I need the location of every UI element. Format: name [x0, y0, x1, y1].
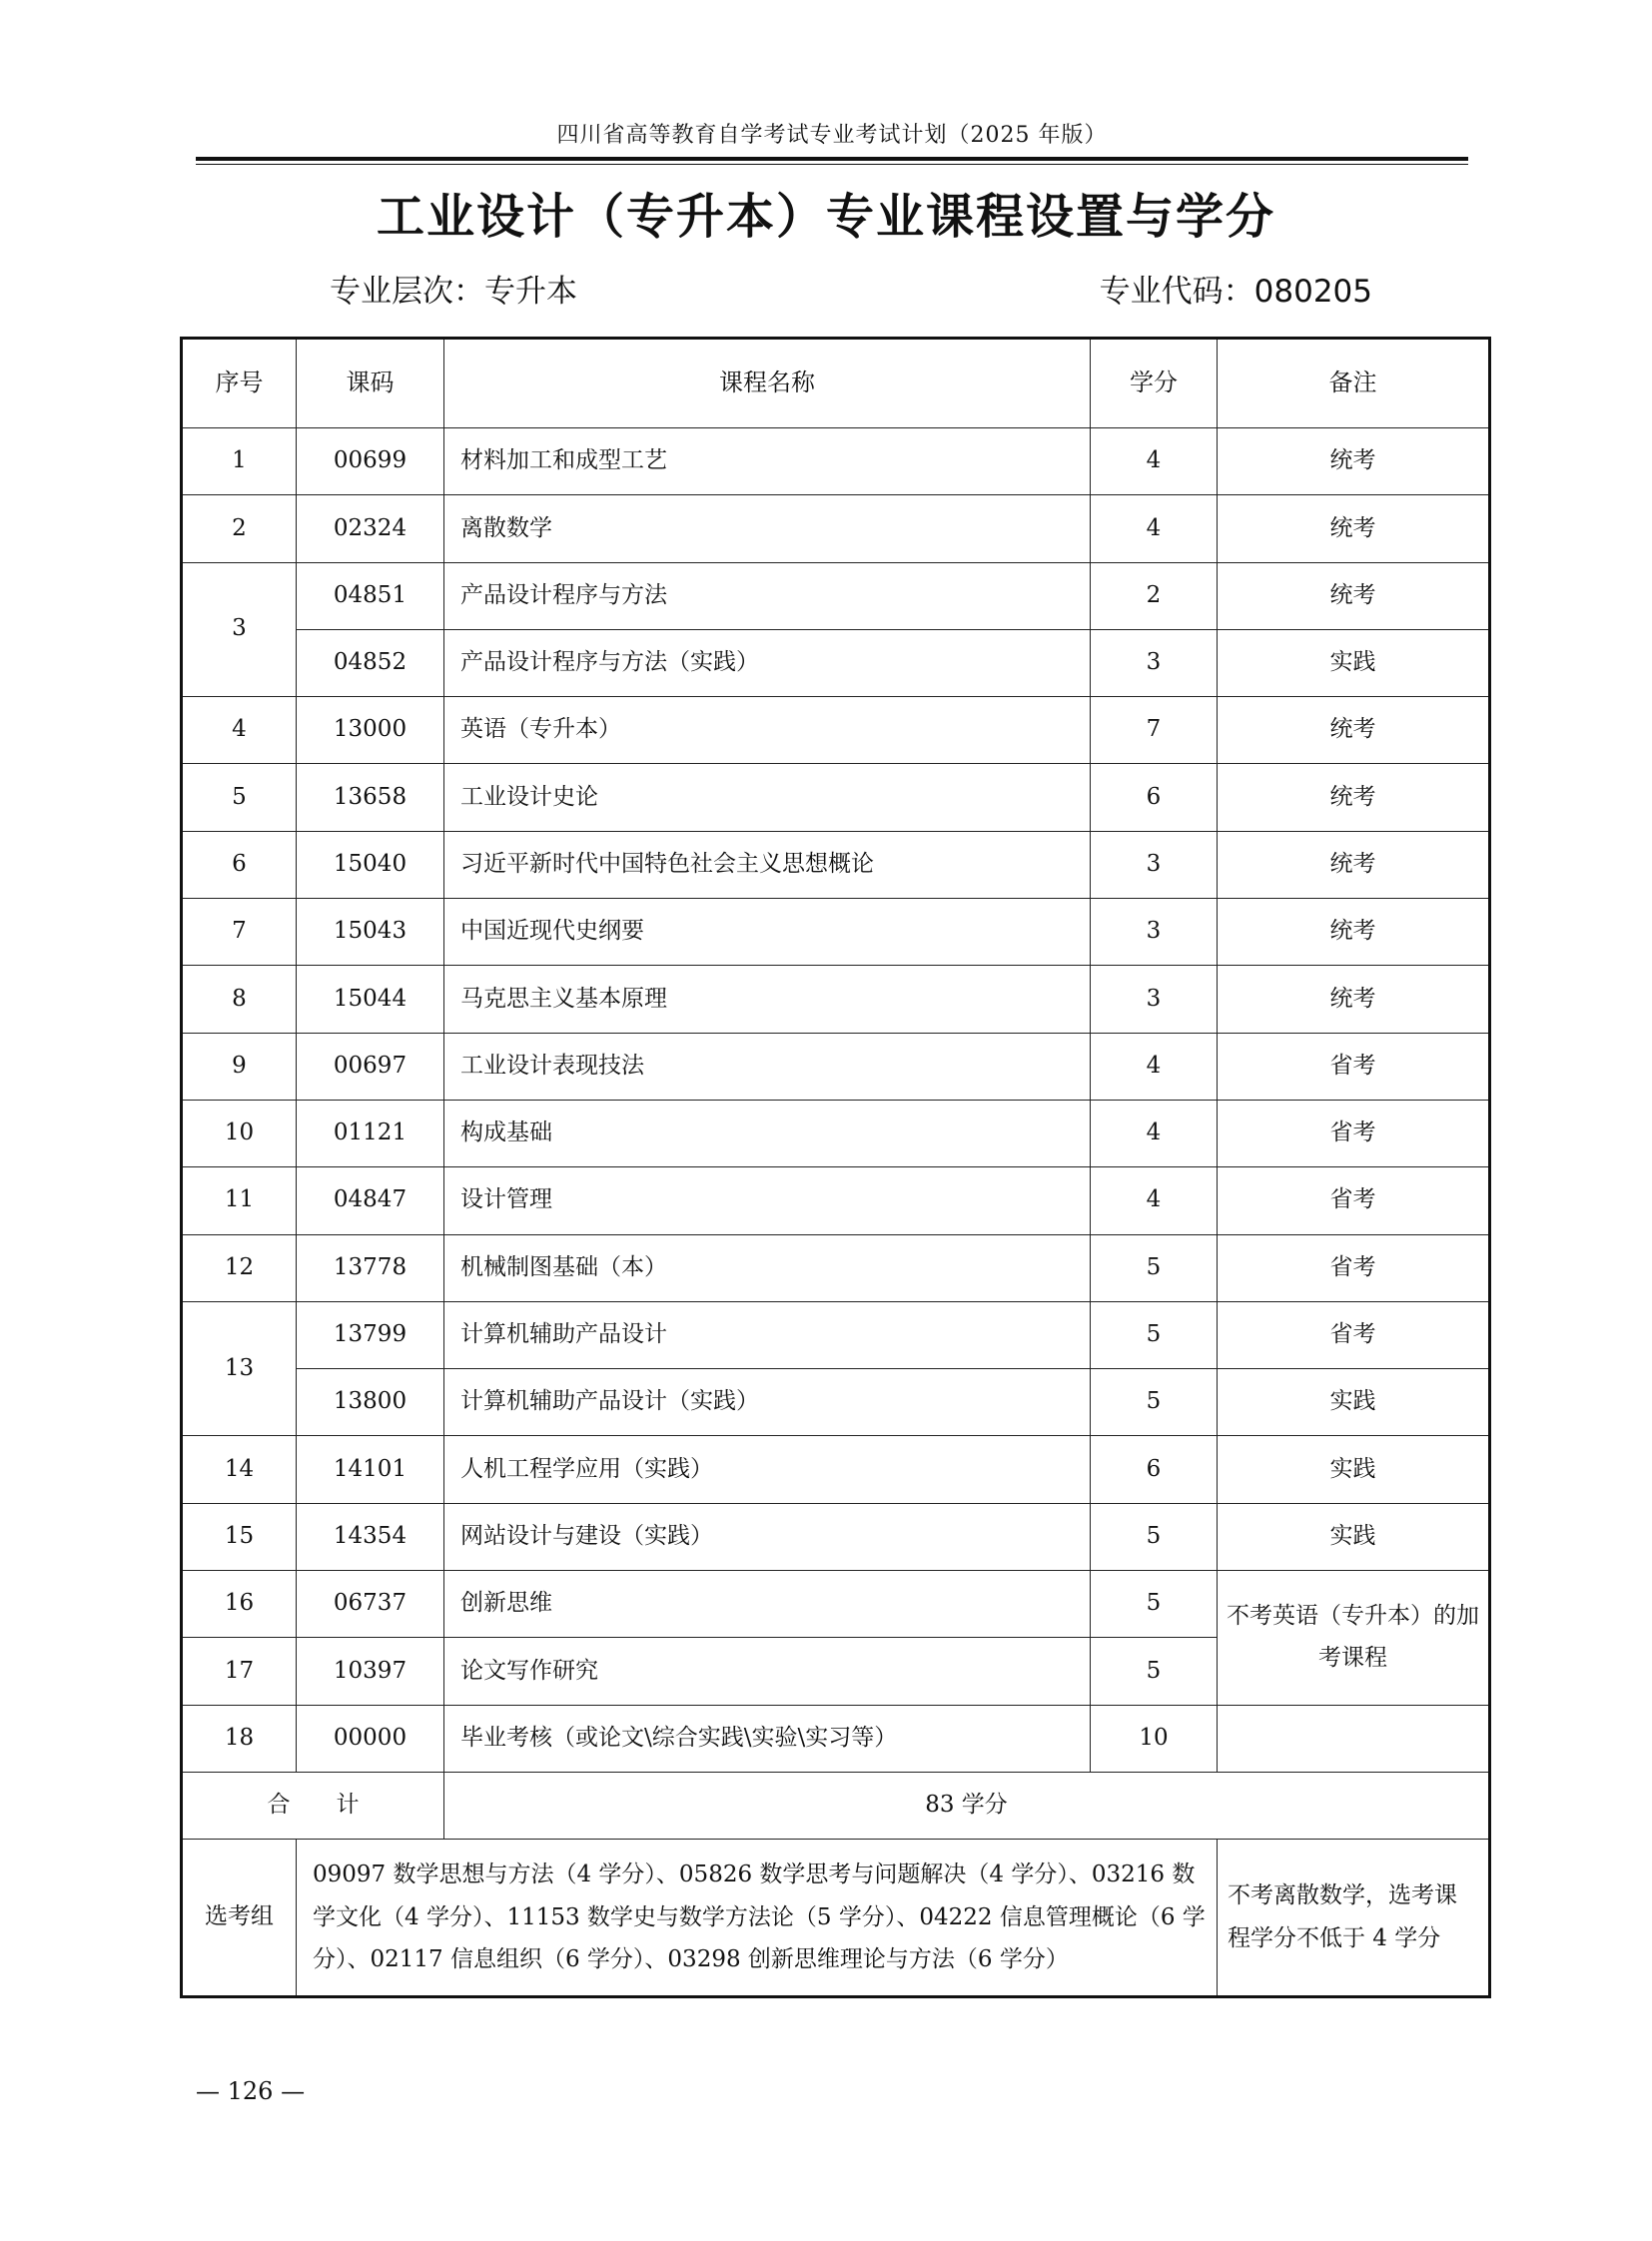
cell-credits: 5: [1091, 1301, 1218, 1368]
cell-credits: 5: [1091, 1234, 1218, 1301]
cell-code: 02324: [297, 495, 444, 562]
cell-note: 省考: [1218, 1033, 1490, 1100]
cell-code: 00697: [297, 1033, 444, 1100]
cell-code: 04851: [297, 562, 444, 629]
cell-note: 实践: [1218, 1436, 1490, 1503]
header-rule: [196, 157, 1468, 161]
cell-code: 13000: [297, 697, 444, 764]
table-row: [182, 562, 1490, 629]
page-number: — 126 —: [196, 2077, 306, 2105]
cell-name: 英语（专升本）: [444, 697, 1091, 764]
header-code: 课码: [297, 339, 444, 428]
cell-seq: 15: [182, 1503, 297, 1570]
cell-code: 13800: [297, 1369, 444, 1436]
elective-label: 选考组: [182, 1839, 297, 1996]
major-code: 专业代码：080205: [1099, 274, 1372, 310]
cell-code: 04847: [297, 1167, 444, 1234]
cell-name: 机械制图基础（本）: [444, 1234, 1091, 1301]
cell-seq: 8: [182, 966, 297, 1033]
cell-seq: 9: [182, 1033, 297, 1100]
cell-code: 14101: [297, 1436, 444, 1503]
cell-code: 15044: [297, 966, 444, 1033]
cell-credits: 4: [1091, 1167, 1218, 1234]
cell-seq: 16: [182, 1571, 297, 1638]
cell-seq: 2: [182, 495, 297, 562]
cell-code: 15043: [297, 899, 444, 966]
cell-seq: 10: [182, 1100, 297, 1166]
cell-credits: 4: [1091, 1100, 1218, 1166]
cell-credits: 6: [1091, 1436, 1218, 1503]
table-row: [182, 1705, 1490, 1772]
table-row: [182, 1503, 1490, 1570]
cell-credits: 10: [1091, 1705, 1218, 1772]
cell-code: 13799: [297, 1301, 444, 1368]
cell-code: 04852: [297, 629, 444, 696]
cell-note: 省考: [1218, 1100, 1490, 1166]
cell-code: 13658: [297, 764, 444, 831]
course-table: [180, 337, 1491, 1998]
cell-note: 省考: [1218, 1301, 1490, 1368]
table-row: [182, 1167, 1490, 1234]
total-label: 合 计: [182, 1772, 444, 1839]
cell-credits: 7: [1091, 697, 1218, 764]
cell-name: 习近平新时代中国特色社会主义思想概论: [444, 831, 1091, 898]
elective-courses: 09097 数学思想与方法（4 学分）、05826 数学思考与问题解决（4 学分）、03216 数学文化（4 学分）、11153 数学史与数学方法论（5 学分）、04222 信息管理概论（6 学分）、02117 信息组织（6 学分）、03298 创新思维理论与方法（6 学分）: [297, 1839, 1218, 1996]
cell-credits: 4: [1091, 428, 1218, 495]
table-row: [182, 831, 1490, 898]
table-row: [182, 899, 1490, 966]
cell-name: 产品设计程序与方法: [444, 562, 1091, 629]
cell-note: 统考: [1218, 899, 1490, 966]
cell-credits: 5: [1091, 1369, 1218, 1436]
cell-code: 15040: [297, 831, 444, 898]
cell-name: 工业设计表现技法: [444, 1033, 1091, 1100]
page-title: 工业设计（专升本）专业课程设置与学分: [376, 189, 1275, 245]
cell-name: 设计管理: [444, 1167, 1091, 1234]
cell-name: 产品设计程序与方法（实践）: [444, 629, 1091, 696]
table-row: [182, 1436, 1490, 1503]
cell-credits: 5: [1091, 1503, 1218, 1570]
cell-code: 06737: [297, 1571, 444, 1638]
elective-note: 不考离散数学，选考课程学分不低于 4 学分: [1218, 1839, 1490, 1996]
cell-note: 统考: [1218, 697, 1490, 764]
cell-code: 00699: [297, 428, 444, 495]
cell-note: 统考: [1218, 966, 1490, 1033]
cell-code: 13778: [297, 1234, 444, 1301]
cell-credits: 5: [1091, 1571, 1218, 1638]
cell-note: [1218, 1705, 1490, 1772]
cell-code: 00000: [297, 1705, 444, 1772]
cell-name: 网站设计与建设（实践）: [444, 1503, 1091, 1570]
cell-seq: 13: [182, 1301, 297, 1436]
cell-credits: 5: [1091, 1638, 1218, 1705]
cell-name: 毕业考核（或论文\综合实践\实验\实习等）: [444, 1705, 1091, 1772]
cell-code: 14354: [297, 1503, 444, 1570]
cell-name: 人机工程学应用（实践）: [444, 1436, 1091, 1503]
cell-note: 省考: [1218, 1167, 1490, 1234]
cell-seq: 4: [182, 697, 297, 764]
table-row: [182, 428, 1490, 495]
cell-note: 不考英语（专升本）的加考课程: [1218, 1571, 1490, 1706]
table-row: [182, 697, 1490, 764]
cell-note: 统考: [1218, 495, 1490, 562]
cell-credits: 2: [1091, 562, 1218, 629]
cell-seq: 14: [182, 1436, 297, 1503]
cell-seq: 1: [182, 428, 297, 495]
cell-name: 计算机辅助产品设计: [444, 1301, 1091, 1368]
total-row: [182, 1772, 1490, 1839]
table-row: [182, 1033, 1490, 1100]
cell-name: 论文写作研究: [444, 1638, 1091, 1705]
cell-note: 实践: [1218, 1503, 1490, 1570]
table-row: [182, 629, 1490, 696]
table-row: [182, 764, 1490, 831]
cell-name: 工业设计史论: [444, 764, 1091, 831]
cell-credits: 3: [1091, 966, 1218, 1033]
cell-seq: 6: [182, 831, 297, 898]
cell-note: 统考: [1218, 831, 1490, 898]
cell-name: 创新思维: [444, 1571, 1091, 1638]
header-note: 备注: [1218, 339, 1490, 428]
major-level: 专业层次：专升本: [330, 274, 577, 310]
elective-row: [182, 1839, 1490, 1996]
cell-seq: 11: [182, 1167, 297, 1234]
cell-seq: 3: [182, 562, 297, 697]
cell-name: 材料加工和成型工艺: [444, 428, 1091, 495]
table-row: [182, 1571, 1490, 1638]
header-credits: 学分: [1091, 339, 1218, 428]
header-rule-thin: [196, 164, 1468, 165]
table-row: [182, 1369, 1490, 1436]
cell-code: 10397: [297, 1638, 444, 1705]
cell-credits: 4: [1091, 495, 1218, 562]
cell-credits: 3: [1091, 831, 1218, 898]
cell-note: 省考: [1218, 1234, 1490, 1301]
cell-seq: 7: [182, 899, 297, 966]
header-seq: 序号: [182, 339, 297, 428]
cell-seq: 18: [182, 1705, 297, 1772]
cell-note: 实践: [1218, 1369, 1490, 1436]
cell-note: 统考: [1218, 562, 1490, 629]
table-row: [182, 1301, 1490, 1368]
cell-seq: 17: [182, 1638, 297, 1705]
cell-credits: 6: [1091, 764, 1218, 831]
table-header-row: [182, 339, 1490, 428]
cell-credits: 3: [1091, 899, 1218, 966]
header-name: 课程名称: [444, 339, 1091, 428]
cell-name: 离散数学: [444, 495, 1091, 562]
table-row: [182, 1100, 1490, 1166]
cell-note: 统考: [1218, 764, 1490, 831]
total-value: 83 学分: [444, 1772, 1490, 1839]
table-row: [182, 966, 1490, 1033]
cell-name: 中国近现代史纲要: [444, 899, 1091, 966]
cell-name: 马克思主义基本原理: [444, 966, 1091, 1033]
cell-note: 统考: [1218, 428, 1490, 495]
running-header: 四川省高等教育自学考试专业考试计划（2025 年版）: [556, 123, 1108, 148]
table-row: [182, 1234, 1490, 1301]
cell-credits: 4: [1091, 1033, 1218, 1100]
cell-note: 实践: [1218, 629, 1490, 696]
cell-name: 构成基础: [444, 1100, 1091, 1166]
cell-seq: 5: [182, 764, 297, 831]
table-row: [182, 495, 1490, 562]
cell-code: 01121: [297, 1100, 444, 1166]
cell-credits: 3: [1091, 629, 1218, 696]
cell-name: 计算机辅助产品设计（实践）: [444, 1369, 1091, 1436]
cell-seq: 12: [182, 1234, 297, 1301]
